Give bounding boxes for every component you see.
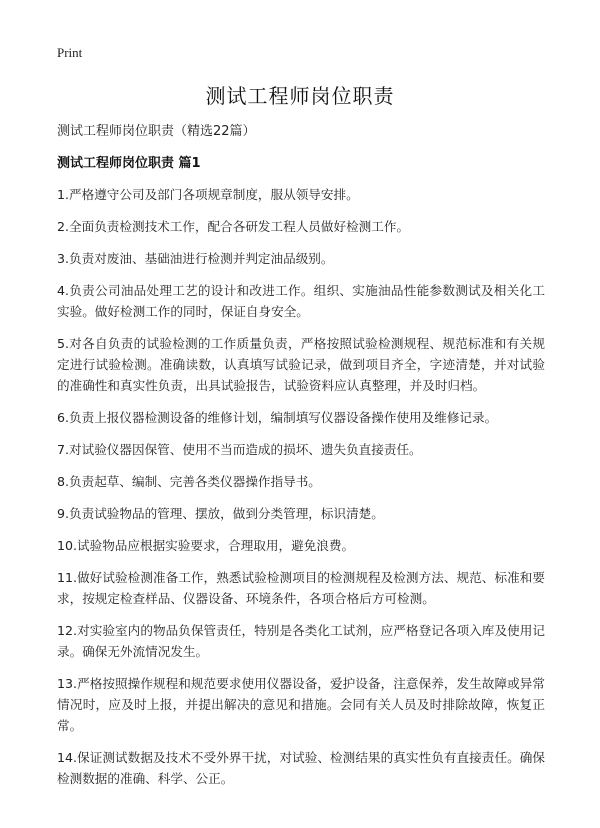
duty-item: 2.全面负责检测技术工作，配合各研发工程人员做好检测工作。 (57, 219, 410, 234)
document-subtitle: 测试工程师岗位职责（精选22篇） (57, 124, 256, 139)
duty-item: 10.试验物品应根据实验要求，合理取用，避免浪费。 (57, 538, 355, 553)
duty-item: 1.严格遵守公司及部门各项规章制度，服从领导安排。 (57, 187, 359, 202)
duty-item: 12.对实验室内的物品负保管责任，特别是各类化工试剂，应严格登记各项入库及使用记录。确保无外流情况发生。 (57, 623, 545, 659)
duty-item: 3.负责对废油、基础油进行检测并判定油品级别。 (57, 251, 334, 266)
duty-item: 4.负责公司油品处理工艺的设计和改进工作。组织、实施油品性能参数测试及相关化工实验。做好检测工作的同时，保证自身安全。 (57, 283, 545, 319)
document-title: 测试工程师岗位职责 (205, 84, 395, 108)
duty-item: 5.对各自负责的试验检测的工作质量负责，严格按照试验检测规程、规范标准和有关规定进行试验检测。准确读数，认真填写试验记录，做到项目齐全，字迹清楚，并对试验的准确性和真实性负责，出具试验报告，试验资料应认真整理，并及时归档。 (57, 336, 545, 393)
duty-item: 14.保证测试数据及技术不受外界干扰，对试验、检测结果的真实性负有直接责任。确保检测数据的准确、科学、公正。 (57, 750, 545, 786)
duty-item: 7.对试验仪器因保管、使用不当而造成的损坏、遗失负直接责任。 (57, 442, 422, 457)
duty-item: 11.做好试验检测准备工作，熟悉试验检测项目的检测规程及检测方法、规范、标准和要求，按规定检查样品、仪器设备、环境条件，各项合格后方可检测。 (57, 570, 545, 606)
section-heading: 测试工程师岗位职责 篇1 (57, 156, 201, 171)
duty-item: 13.严格按照操作规程和规范要求使用仪器设备，爱护设备，注意保养，发生故障或异常情况时，应及时上报，并提出解决的意见和措施。会同有关人员及时排除故障，恢复正常。 (57, 676, 545, 733)
duty-list (57, 184, 545, 800)
print-label: Print (57, 45, 83, 60)
duty-item: 8.负责起草、编制、完善各类仪器操作指导书。 (57, 474, 321, 489)
duty-item: 9.负责试验物品的管理、摆放，做到分类管理，标识清楚。 (57, 506, 384, 521)
duty-item: 6.负责上报仪器检测设备的维修计划，编制填写仪器设备操作使用及维修记录。 (57, 410, 498, 425)
